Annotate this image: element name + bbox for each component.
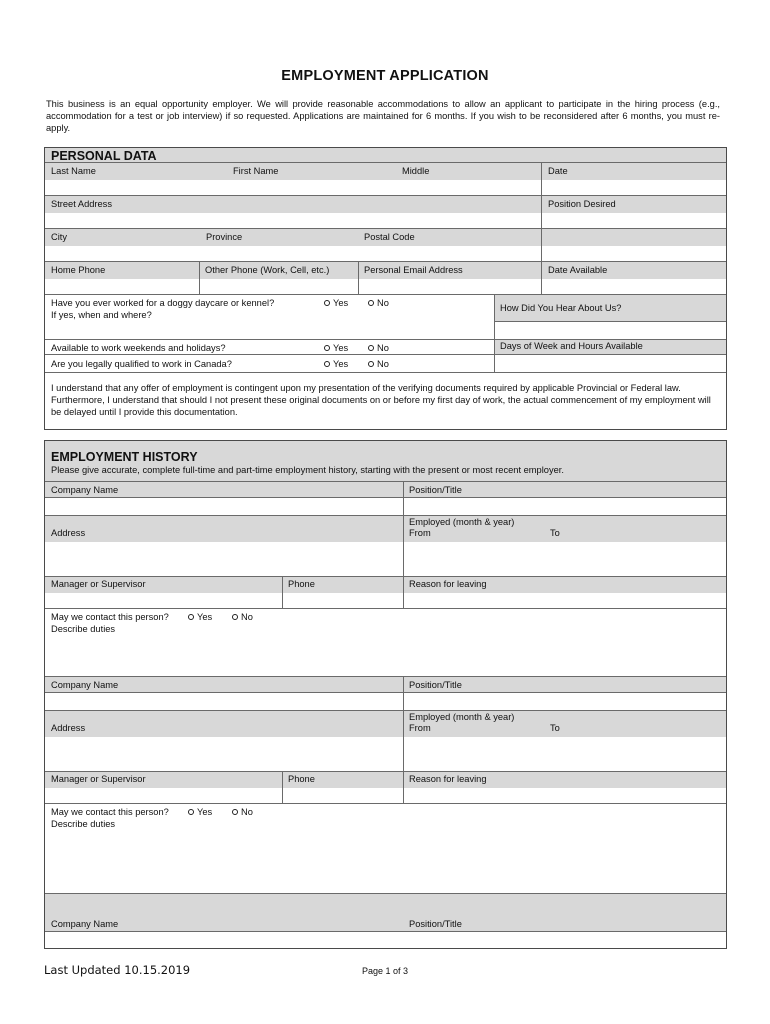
duties-label: Describe duties (51, 819, 116, 829)
contact-yes-radio[interactable]: Yes (188, 807, 212, 818)
employment-history-header (45, 441, 726, 482)
contact-question: May we contact this person? (51, 807, 169, 817)
radio-circle-icon (368, 300, 374, 306)
phone-input-row[interactable] (45, 279, 726, 295)
weekends-no-radio[interactable]: No (368, 343, 389, 354)
to-label: To (550, 528, 560, 538)
documentation-statement: I understand that any offer of employment is contingent upon my presentation of the verifying documents required by applicable Provincial or Federal law. Furthermore, I understand that should I not present these original documents on or before my first day of work, the actual commencement of my employment will be delayed until I provide this documentation. (51, 383, 711, 417)
company-name-label: Company Name (51, 680, 119, 690)
duties-input[interactable] (45, 830, 726, 894)
radio-circle-icon (188, 809, 194, 815)
days-hours-input[interactable] (494, 354, 727, 373)
manager-label: Manager or Supervisor (51, 579, 146, 589)
employment-history-subheading: Please give accurate, complete full-time and part-time employment history, starting with the present or most recent employer. (51, 465, 564, 475)
reason-label: Reason for leaving (409, 774, 487, 784)
phone-label: Phone (288, 774, 315, 784)
address-label: Address (51, 723, 86, 733)
daycare-yes-radio[interactable]: Yes (324, 298, 348, 309)
company-input-row[interactable] (45, 932, 726, 949)
employment-history-section (44, 440, 727, 949)
company-name-label: Company Name (51, 485, 119, 495)
manager-label: Manager or Supervisor (51, 774, 146, 784)
to-label: To (550, 723, 560, 733)
form-title: EMPLOYMENT APPLICATION (281, 68, 489, 84)
position-desired-label: Position Desired (548, 199, 616, 209)
legal-yes-radio[interactable]: Yes (324, 359, 348, 370)
contact-no-radio[interactable]: No (232, 807, 253, 818)
date-available-label: Date Available (548, 265, 608, 275)
personal-data-header (45, 148, 726, 163)
contact-question: May we contact this person? (51, 612, 169, 622)
other-phone-label: Other Phone (Work, Cell, etc.) (205, 265, 330, 275)
radio-circle-icon (324, 300, 330, 306)
position-title-label: Position/Title (409, 680, 462, 690)
intro-paragraph: This business is an equal opportunity employer. We will provide reasonable accommodations to allow an applicant to participate in the hiring process (e.g., accommodation for a test or job interview) if so requested. Applications are maintained for 6 months. If you wish to be reconsidered after 6 months, you must re-apply. (46, 99, 720, 133)
radio-circle-icon (232, 614, 238, 620)
street-address-label: Street Address (51, 199, 112, 209)
days-hours-label: Days of Week and Hours Available (500, 341, 643, 351)
province-label: Province (206, 232, 243, 242)
employed-label: Employed (month & year) (409, 712, 515, 722)
radio-circle-icon (324, 361, 330, 367)
address-label: Address (51, 528, 86, 538)
from-label: From (409, 723, 431, 733)
address-input-row[interactable] (45, 542, 726, 577)
weekends-question: Available to work weekends and holidays? (51, 343, 226, 353)
street-input-row[interactable] (45, 213, 726, 229)
phone-label: Phone (288, 579, 315, 589)
name-input-row[interactable] (45, 180, 726, 196)
address-input-row[interactable] (45, 737, 726, 772)
last-name-label: Last Name (51, 166, 96, 176)
radio-circle-icon (188, 614, 194, 620)
position-title-label: Position/Title (409, 485, 462, 495)
from-label: From (409, 528, 431, 538)
employed-label: Employed (month & year) (409, 517, 515, 527)
company-input-row[interactable] (45, 693, 726, 711)
company-name-label: Company Name (51, 919, 119, 929)
home-phone-label: Home Phone (51, 265, 106, 275)
daycare-followup: If yes, when and where? (51, 310, 152, 320)
daycare-no-radio[interactable]: No (368, 298, 389, 309)
company-input-row[interactable] (45, 498, 726, 516)
page-number: Page 1 of 3 (361, 966, 409, 976)
personal-data-heading: PERSONAL DATA (51, 149, 157, 163)
duties-input[interactable] (45, 635, 726, 677)
duties-label: Describe duties (51, 624, 116, 634)
weekends-yes-radio[interactable]: Yes (324, 343, 348, 354)
how-hear-input[interactable] (494, 321, 727, 340)
middle-label: Middle (402, 166, 430, 176)
daycare-question: Have you ever worked for a doggy daycare or kennel? (51, 298, 275, 308)
contact-no-radio[interactable]: No (232, 612, 253, 623)
last-updated: Last Updated 10.15.2019 (44, 963, 191, 977)
radio-circle-icon (368, 361, 374, 367)
first-name-label: First Name (233, 166, 279, 176)
city-label: City (51, 232, 68, 242)
legal-question: Are you legally qualified to work in Canada? (51, 359, 232, 369)
legal-no-radio[interactable]: No (368, 359, 389, 370)
radio-circle-icon (232, 809, 238, 815)
date-label: Date (548, 166, 568, 176)
postal-code-label: Postal Code (364, 232, 415, 242)
personal-data-section (44, 147, 727, 430)
manager-input-row[interactable] (45, 788, 726, 804)
manager-input-row[interactable] (45, 593, 726, 609)
employment-history-heading: EMPLOYMENT HISTORY (51, 450, 198, 464)
how-hear-label: How Did You Hear About Us? (500, 303, 622, 313)
position-title-label: Position/Title (409, 919, 462, 929)
personal-email-label: Personal Email Address (364, 265, 463, 275)
reason-label: Reason for leaving (409, 579, 487, 589)
contact-yes-radio[interactable]: Yes (188, 612, 212, 623)
city-input-row[interactable] (45, 246, 726, 262)
